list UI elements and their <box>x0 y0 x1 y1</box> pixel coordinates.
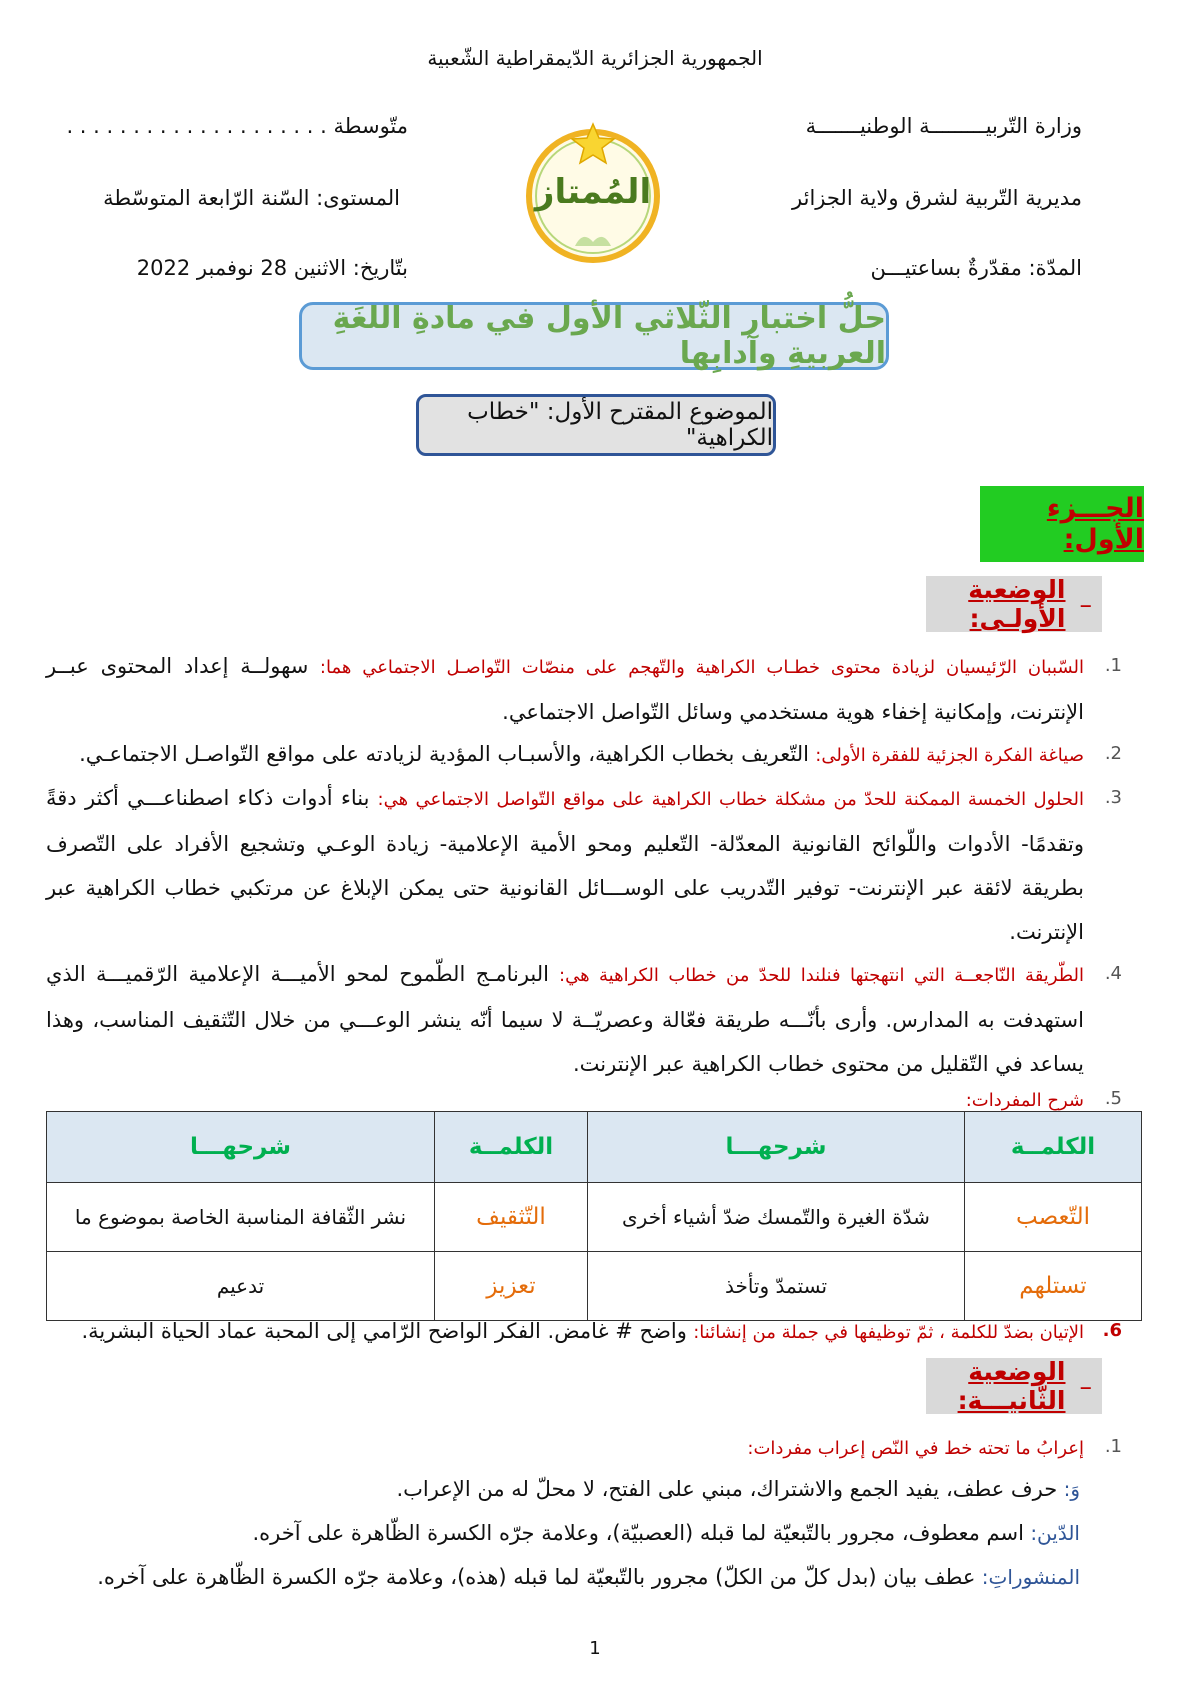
date-label: بتّاريخ: الاثنين 28 نوفمبر 2022 <box>136 256 408 280</box>
part-one-heading: الجـــزء الأول: <box>980 486 1144 562</box>
level-label: المستوى: السّنة الرّابعة المتوسّطة <box>103 186 400 210</box>
answer-item <box>46 644 1122 734</box>
item-question: صياغة الفكرة الجزئية للفقرة الأولى: <box>815 745 1084 766</box>
parsing-line <box>20 1558 1080 1596</box>
parsing-line <box>90 1514 1080 1552</box>
answer-item <box>46 1314 1122 1350</box>
school-label: متّوسطة <box>333 114 408 138</box>
item-question: شرح المفردات: <box>965 1090 1084 1111</box>
duration-label: المدّة: مقدّرةٌ بساعتيـــن <box>870 256 1082 280</box>
situation-one-label: الوضعية الأولـى: <box>968 575 1066 633</box>
exam-title: حلُّ اختبار الثّلاثي الأول في مادةِ اللغَةِ العربيةِ وآدابِها <box>299 302 889 370</box>
table-cell-word: التّعصب <box>965 1183 1142 1252</box>
parsing-text: اسم معطوف، مجرور بالتّبعيّة لما قبله (العصبيّة)، وعلامة جرّه الكسرة الظّاهرة على آخره. <box>252 1521 1024 1545</box>
item-answer: بناء أدوات ذكاء اصطناعـــي أكثر دقةً وتقدمًا- الأدوات واللّوائح القانونية المعدّلة- التّعليم ومحو الأمية الإعلامية- زيادة الوعـي وتشجيع الأفراد على التّصرف بطريقة لائقة عبر الإنترنت- توفير التّدريب على الوســـائل القانونية حتى يمكن الإبلاغ عن مرتكبي خطاب الكراهية عبر الإنترنت. <box>46 786 1084 944</box>
item-question: الإتيان بضدّ للكلمة ، ثمّ توظيفها في جملة من إنشائنا: <box>693 1322 1084 1343</box>
republic-title: الجمهورية الجزائرية الدّيمقراطية الشّعبية <box>427 46 763 70</box>
table-row <box>47 1252 1142 1321</box>
item-question: إعرابُ ما تحته خط في النّص إعراب مفردات: <box>747 1438 1084 1459</box>
item-number: 1. <box>1104 655 1122 676</box>
table-header-cell: الكلمــة <box>435 1112 588 1183</box>
item-answer: سهولــة إعداد المحتوى عبــر الإنترنت، وإمكانية إخفاء هوية مستخدمي وسائل التّواصل الاجتماعي. <box>46 654 1084 724</box>
table-cell-meaning: نشر الثّقافة المناسبة الخاصة بموضوع ما <box>47 1183 435 1252</box>
table-header-cell: شرحهـــا <box>47 1112 435 1183</box>
item-question: الطّريقة النّاجعــة التي انتهجتها فنلندا للحدّ من خطاب الكراهية هي: <box>559 965 1085 986</box>
parsing-word: المنشوراتِ: <box>981 1565 1080 1589</box>
table-cell-meaning: شدّة الغيرة والتّمسك ضدّ أشياء أخرى <box>588 1183 965 1252</box>
answer-item <box>46 732 1122 778</box>
item-number: 3. <box>1104 787 1122 808</box>
item-question: الحلول الخمسة الممكنة للحدّ من مشكلة خطاب الكراهية على مواقع التّواصل الاجتماعي هي: <box>377 789 1084 810</box>
school-field <box>66 114 408 138</box>
situation-two-heading <box>926 1358 1102 1414</box>
table-cell-word: تعزيز <box>435 1252 588 1321</box>
situation-one-heading <box>926 576 1102 632</box>
item-answer: التّعريف بخطاب الكراهية، والأسبـاب المؤدية لزيادته على مواقع التّواصـل الاجتماعـي. <box>79 742 809 766</box>
table-header-cell: شرحهـــا <box>588 1112 965 1183</box>
situation-two-label: الوضعية الثّانيـــة: <box>957 1357 1066 1415</box>
parsing-word: وَ: <box>1063 1477 1080 1501</box>
table-cell-word: التّثقيف <box>435 1183 588 1252</box>
table-row <box>47 1183 1142 1252</box>
item-number: 1. <box>1104 1436 1122 1457</box>
school-dots: . . . . . . . . . . . . . . . . . . . . <box>66 114 327 138</box>
directorate-label: مديرية التّربية لشرق ولاية الجزائر <box>792 186 1082 210</box>
item-number: 6. <box>1102 1320 1122 1341</box>
item-answer: البرنامـج الطّموح لمحو الأميـــة الإعلامية الرّقميـــة الذي استهدفت به المدارس. وأرى بأنّـــه طريقة فعّالة وعصريّــة لا سيما أنّه ينشر الوعـــي من خلال التّثقيف المناسب، وهذا يساعد في التّقليل من محتوى خطاب الكراهية عبر الإنترنت. <box>46 962 1084 1076</box>
table-cell-meaning: تدعيم <box>47 1252 435 1321</box>
item-question: السّببان الرّئيسيان لزيادة محتوى خطـاب الكراهية والتّهجم على منصّات التّواصـل الاجتماعي هما: <box>319 657 1085 678</box>
parsing-text: حرف عطف، يفيد الجمع والاشتراك، مبني على الفتح، لا محلّ له من الإعراب. <box>396 1477 1058 1501</box>
parsing-text: عطف بيان (بدل كلّ من الكلّ) مجرور بالتّبعيّة لما قبله (هذه)، وعلامة جرّه الكسرة الظّاهرة على آخره. <box>97 1565 976 1589</box>
logo <box>523 118 663 268</box>
answer-item <box>46 776 1122 954</box>
ministry-label: وزارة التّربيـــــــــة الوطنيـــــــة <box>805 114 1082 138</box>
situation-two-dash: – <box>1079 1371 1092 1401</box>
situation-one-dash: – <box>1079 589 1092 619</box>
item-answer: واضح # غامض. الفكر الواضح الرّامي إلى المحبة عماد الحياة البشرية. <box>81 1319 687 1343</box>
table-cell-word: تستلهم <box>965 1252 1142 1321</box>
topic-title: الموضوع المقترح الأول: "خطاب الكراهية" <box>416 394 776 456</box>
item-number: 4. <box>1104 963 1122 984</box>
item-number: 2. <box>1104 743 1122 764</box>
answer-item <box>46 952 1122 1086</box>
item-number: 5. <box>1104 1088 1122 1109</box>
vocabulary-table <box>46 1111 1142 1321</box>
table-header-cell: الكلمــة <box>965 1112 1142 1183</box>
page-number: 1 <box>589 1638 601 1659</box>
parsing-line <box>90 1470 1080 1508</box>
table-header-row <box>47 1112 1142 1183</box>
answer-item <box>46 1430 1122 1466</box>
table-cell-meaning: تستمدّ وتأخذ <box>588 1252 965 1321</box>
logo-text: المُمتاز <box>534 172 652 212</box>
parsing-word: الدّين: <box>1030 1521 1080 1545</box>
